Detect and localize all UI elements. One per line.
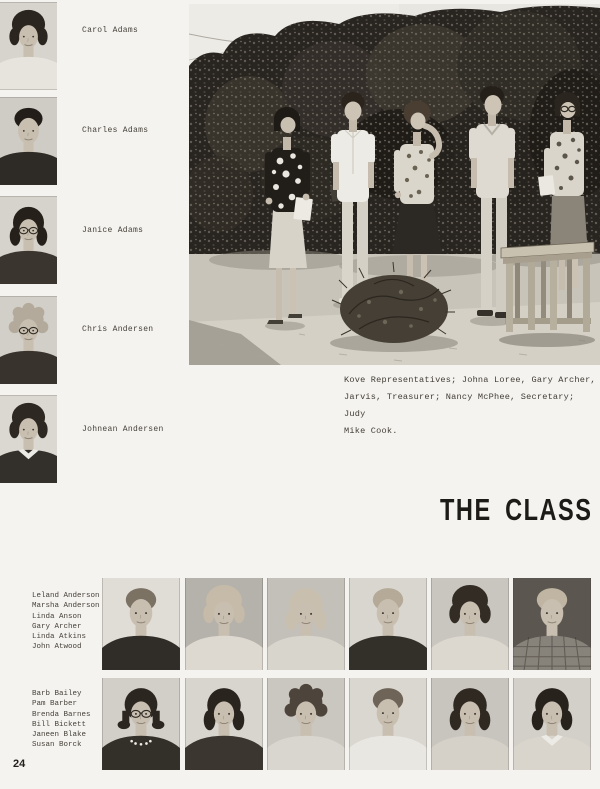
photo-caption	[344, 372, 596, 440]
roster-name: Susan Borck	[32, 741, 82, 750]
caption-line: Mike Cook.	[344, 426, 398, 436]
portrait-photo-gary-archer	[349, 578, 427, 670]
portrait-illustration	[185, 678, 263, 770]
portrait-photo-linda-atkins	[431, 578, 509, 670]
portrait-photo-johnean-andersen	[0, 395, 57, 483]
portrait-illustration	[102, 678, 180, 770]
portrait-photo-leland-anderson	[102, 578, 180, 670]
portrait-photo-chris-andersen	[0, 296, 57, 384]
foliage	[189, 4, 600, 275]
section-heading: THE CLASS	[440, 492, 593, 527]
portrait-photo-john-atwood	[513, 578, 591, 670]
portrait-illustration	[0, 97, 57, 185]
portrait-photo-susan-borck	[513, 678, 591, 770]
student-name: Charles Adams	[82, 126, 149, 135]
portrait-illustration	[102, 578, 180, 670]
portrait-illustration	[185, 578, 263, 670]
portrait-photo-carol-adams	[0, 2, 57, 90]
portrait-illustration	[513, 678, 591, 770]
group-photo-illustration	[189, 4, 600, 365]
caption-line: Kove Representatives; Johna Loree, Gary Archer,	[344, 375, 596, 385]
page-number: 24	[13, 758, 26, 770]
portrait-illustration	[431, 578, 509, 670]
portrait-illustration	[431, 678, 509, 770]
portrait-photo-marsha-anderson	[185, 578, 263, 670]
portrait-illustration	[0, 2, 57, 90]
portrait-illustration	[349, 578, 427, 670]
portrait-illustration	[0, 296, 57, 384]
roster-list-row1	[32, 591, 100, 653]
roster-name: Bill Bickett	[32, 720, 87, 729]
group-photo	[189, 4, 600, 365]
roster-name: Brenda Barnes	[32, 710, 91, 719]
portrait-illustration	[513, 578, 591, 670]
roster-list-row2	[32, 689, 91, 751]
roster-name: John Atwood	[32, 643, 82, 652]
portrait-photo-pam-barber	[185, 678, 263, 770]
roster-name: Gary Archer	[32, 622, 82, 631]
student-name: Carol Adams	[82, 26, 139, 35]
student-name: Johnean Andersen	[82, 425, 164, 434]
portrait-photo-brenda-barnes	[267, 678, 345, 770]
portrait-photo-barb-bailey	[102, 678, 180, 770]
portrait-photo-bill-bickett	[349, 678, 427, 770]
portrait-illustration	[0, 196, 57, 284]
roster-name: Janeen Blake	[32, 731, 87, 740]
roster-name: Pam Barber	[32, 700, 78, 709]
portrait-photo-linda-anson	[267, 578, 345, 670]
portrait-illustration	[349, 678, 427, 770]
portrait-photo-charles-adams	[0, 97, 57, 185]
student-name: Janice Adams	[82, 226, 144, 235]
roster-name: Linda Anson	[32, 612, 82, 621]
portrait-illustration	[267, 678, 345, 770]
roster-name: Leland Anderson	[32, 592, 100, 600]
portrait-photo-janice-adams	[0, 196, 57, 284]
roster-name: Marsha Anderson	[32, 602, 100, 611]
portrait-illustration	[267, 578, 345, 670]
roster-name: Barb Bailey	[32, 690, 82, 698]
roster-name: Linda Atkins	[32, 633, 87, 642]
caption-line: Jarvis, Treasurer; Nancy McPhee, Secretary; Judy	[344, 392, 575, 419]
student-name: Chris Andersen	[82, 325, 154, 334]
portrait-illustration	[0, 395, 57, 483]
portrait-photo-janeen-blake	[431, 678, 509, 770]
